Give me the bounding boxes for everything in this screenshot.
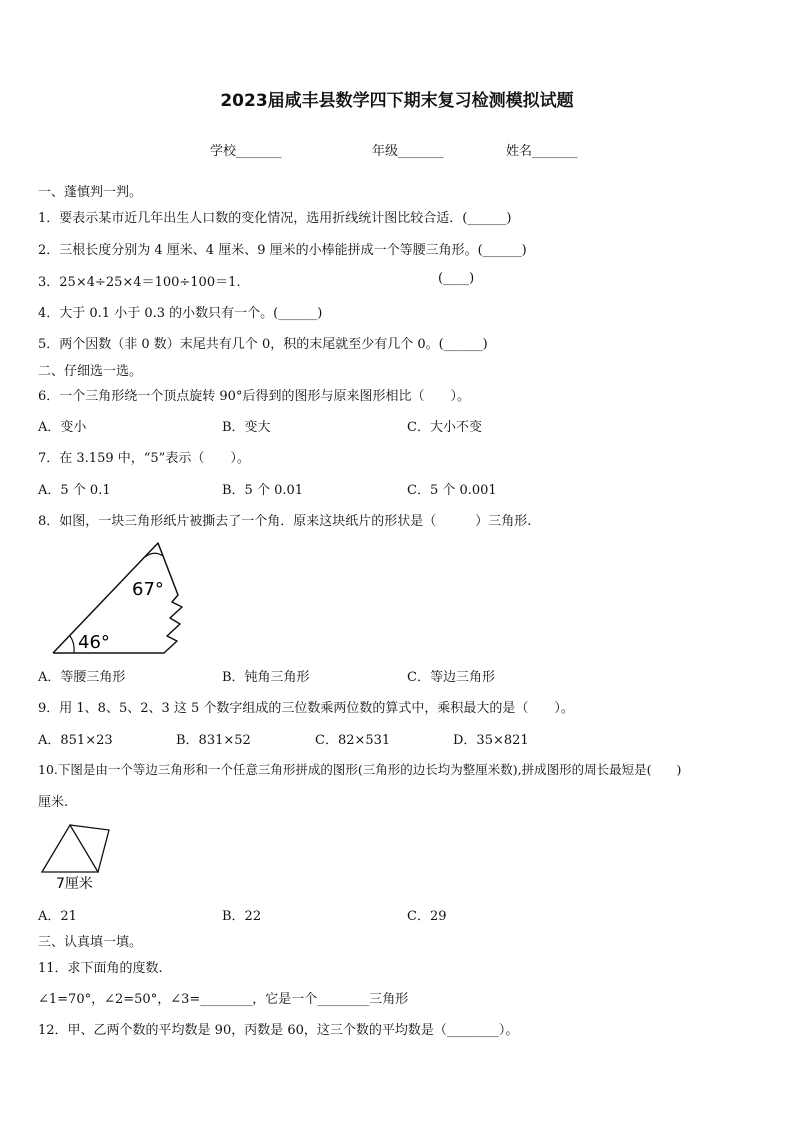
top-angle-label: 67° xyxy=(132,579,164,600)
page-title: 2023届咸丰县数学四下期末复习检测模拟试题 xyxy=(220,91,574,111)
question-11-angles: ∠1=70°，∠2=50°，∠3=________，它是一个________三角形 xyxy=(38,992,409,1007)
equilateral-triangle xyxy=(42,825,98,872)
q9-option-b: B．831×52 xyxy=(176,733,251,748)
question-3-blank: (____) xyxy=(438,271,475,286)
q6-option-b: B．变大 xyxy=(222,420,271,435)
composite-triangle-figure xyxy=(38,820,118,892)
q7-option-a: A．5 个 0.1 xyxy=(38,483,111,498)
q8-option-b: B．钝角三角形 xyxy=(222,670,310,685)
question-10: 10.下图是由一个等边三角形和一个任意三角形拼成的图形(三角形的边长均为整厘米数),拼成图形的周长最短是( ) xyxy=(38,762,682,777)
school-field: 学校_______ xyxy=(210,144,282,159)
q8-option-c: C．等边三角形 xyxy=(407,670,495,685)
torn-triangle-figure xyxy=(50,540,190,658)
q9-option-a: A．851×23 xyxy=(38,733,113,748)
question-9: 9．用 1、8、5、2、3 这 5 个数字组成的三位数乘两位数的算式中，乘积最大的是（ ）。 xyxy=(38,701,574,716)
section-2-heading: 二、仔细选一选。 xyxy=(38,364,143,379)
q6-option-c: C．大小不变 xyxy=(407,420,482,435)
question-1: 1．要表示某市近几年出生人口数的变化情况，选用折线统计图比较合适．(______) xyxy=(38,211,512,226)
question-6: 6．一个三角形绕一个顶点旋转 90°后得到的图形与原来图形相比（ ）。 xyxy=(38,389,470,404)
q10-option-b: B．22 xyxy=(222,909,262,924)
q9-option-c: C．82×531 xyxy=(315,733,391,748)
side-length-label: 7厘米 xyxy=(56,876,93,892)
question-12: 12．甲、乙两个数的平均数是 90，丙数是 60，这三个数的平均数是（________）。 xyxy=(38,1023,519,1038)
question-10-continued: 厘米. xyxy=(38,795,69,810)
question-5: 5．两个因数（非 0 数）末尾共有几个 0，积的末尾就至少有几个 0。(______) xyxy=(38,337,488,352)
q9-option-d: D．35×821 xyxy=(453,733,529,748)
question-11: 11．求下面角的度数. xyxy=(38,961,163,976)
question-4: 4．大于 0.1 小于 0.3 的小数只有一个。(______) xyxy=(38,306,323,321)
q10-option-c: C．29 xyxy=(407,909,447,924)
question-2: 2．三根长度分别为 4 厘米、4 厘米、9 厘米的小棒能拼成一个等腰三角形。(______) xyxy=(38,243,527,258)
q7-option-b: B．5 个 0.01 xyxy=(222,483,304,498)
section-1-heading: 一、蓬慎判一判。 xyxy=(38,185,143,200)
question-7: 7．在 3.159 中，“5”表示（ ）。 xyxy=(38,451,250,466)
bottom-angle-arc xyxy=(70,636,74,653)
section-3-heading: 三、认真填一填。 xyxy=(38,935,143,950)
q6-option-a: A．变小 xyxy=(38,420,87,435)
arbitrary-triangle xyxy=(70,825,109,872)
question-8: 8．如图，一块三角形纸片被撕去了一个角．原来这块纸片的形状是（ ）三角形. xyxy=(38,514,532,529)
q8-option-a: A．等腰三角形 xyxy=(38,670,126,685)
q7-option-c: C．5 个 0.001 xyxy=(407,483,497,498)
q10-option-a: A．21 xyxy=(38,909,77,924)
grade-field: 年级_______ xyxy=(372,144,444,159)
bottom-angle-label: 46° xyxy=(78,632,110,653)
question-3: 3．25×4÷25×4＝100÷100＝1. xyxy=(38,275,241,290)
name-field: 姓名_______ xyxy=(506,144,578,159)
